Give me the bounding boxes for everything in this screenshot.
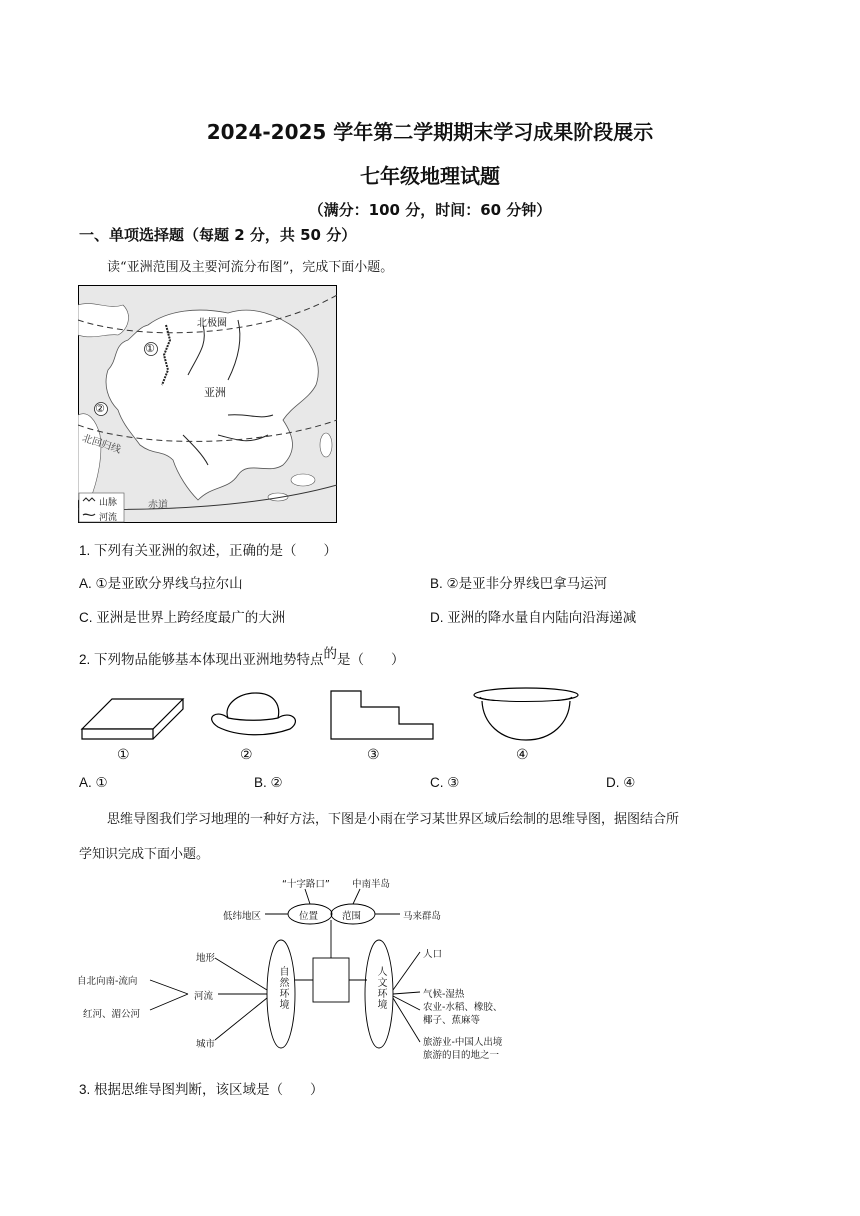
mm-terrain: 地形 — [196, 953, 216, 964]
section-heading: 一、单项选择题（每题 2 分，共 50 分） — [79, 226, 357, 244]
mindmap-intro-line2: 学知识完成下面小题。 — [79, 847, 210, 862]
fig-label-1: ① — [117, 747, 130, 763]
fig-label-3: ③ — [367, 747, 380, 763]
legend-river-label: 河流 — [99, 513, 118, 523]
map-marker-2: ② — [95, 402, 105, 415]
fig-label-4: ④ — [516, 747, 529, 763]
mindmap-intro-line1: 思维导图我们学习地理的一种好方法，下图是小雨在学习某世界区域后绘制的思维导图，据图结合所 — [107, 812, 680, 827]
mm-scope: 范围 — [342, 911, 362, 922]
mm-peninsula: 中南半岛 — [352, 879, 391, 890]
q2-stem — [79, 648, 405, 668]
q2-option-b[interactable]: B. ② — [254, 775, 283, 790]
mm-position: 位置 — [299, 911, 319, 922]
asia-map — [78, 285, 337, 523]
mm-agriculture-1: 农业-水稻、橡胶、 — [423, 1002, 503, 1013]
legend-mountain-label: 山脉 — [99, 498, 118, 508]
mm-city: 城市 — [196, 1039, 216, 1050]
mm-archipelago: 马来群岛 — [403, 911, 442, 922]
asia-label: 亚洲 — [204, 386, 226, 399]
mm-river-names: 红河、湄公河 — [83, 1009, 141, 1020]
exam-subtitle: 七年级地理试题 — [360, 164, 500, 188]
mm-rivers: 河流 — [194, 991, 214, 1002]
mm-climate: 气候-湿热 — [423, 989, 465, 1000]
score-info: （满分：100 分，时间：60 分钟） — [308, 201, 552, 219]
q2-figures — [78, 685, 598, 745]
q2-stem-raised: 的 — [323, 646, 338, 661]
mm-human-environment: 人文环境 — [375, 966, 386, 1010]
tropic-label: 北回归线 — [80, 432, 123, 456]
q1-option-d[interactable]: D. 亚洲的降水量自内陆向沿海递减 — [430, 610, 637, 625]
fig-label-2: ② — [240, 747, 253, 763]
q2-option-d[interactable]: D. ④ — [606, 775, 636, 790]
mm-agriculture-2: 椰子、蕉麻等 — [423, 1015, 481, 1026]
q2-option-c[interactable]: C. ③ — [430, 775, 460, 790]
mm-tourism-1: 旅游业-中国人出境 — [423, 1037, 503, 1048]
mm-population: 人口 — [423, 949, 443, 960]
arctic-circle-label: 北极圈 — [197, 318, 227, 329]
q2-stem-prefix: 2. 下列物品能够基本体现出亚洲地势特点 — [79, 652, 324, 667]
q1-option-c[interactable]: C. 亚洲是世界上跨经度最广的大洲 — [79, 610, 286, 625]
q2-stem-suffix: 是（ ） — [337, 652, 405, 667]
map-intro: 读“亚洲范围及主要河流分布图”，完成下面小题。 — [107, 260, 394, 275]
map-marker-1: ① — [145, 342, 155, 355]
q2-option-a[interactable]: A. ① — [79, 775, 108, 790]
mm-low-latitude: 低纬地区 — [223, 911, 262, 922]
q1-option-b[interactable]: B. ②是亚非分界线巴拿马运河 — [430, 576, 608, 591]
mm-crossroads: “十字路口” — [282, 879, 330, 890]
mindmap-diagram — [70, 870, 540, 1065]
exam-title: 2024-2025 学年第二学期期末学习成果阶段展示 — [206, 120, 654, 144]
mm-river-direction: 自北向南-流向 — [77, 976, 138, 987]
mm-tourism-2: 旅游的目的地之一 — [423, 1050, 500, 1061]
mm-natural-environment: 自然环境 — [277, 966, 288, 1010]
q3-stem: 3. 根据思维导图判断，该区域是（ ） — [79, 1082, 324, 1097]
equator-label: 赤道 — [148, 500, 168, 511]
q1-stem: 1. 下列有关亚洲的叙述，正确的是（ ） — [79, 543, 338, 558]
q1-option-a[interactable]: A. ①是亚欧分界线乌拉尔山 — [79, 576, 243, 591]
